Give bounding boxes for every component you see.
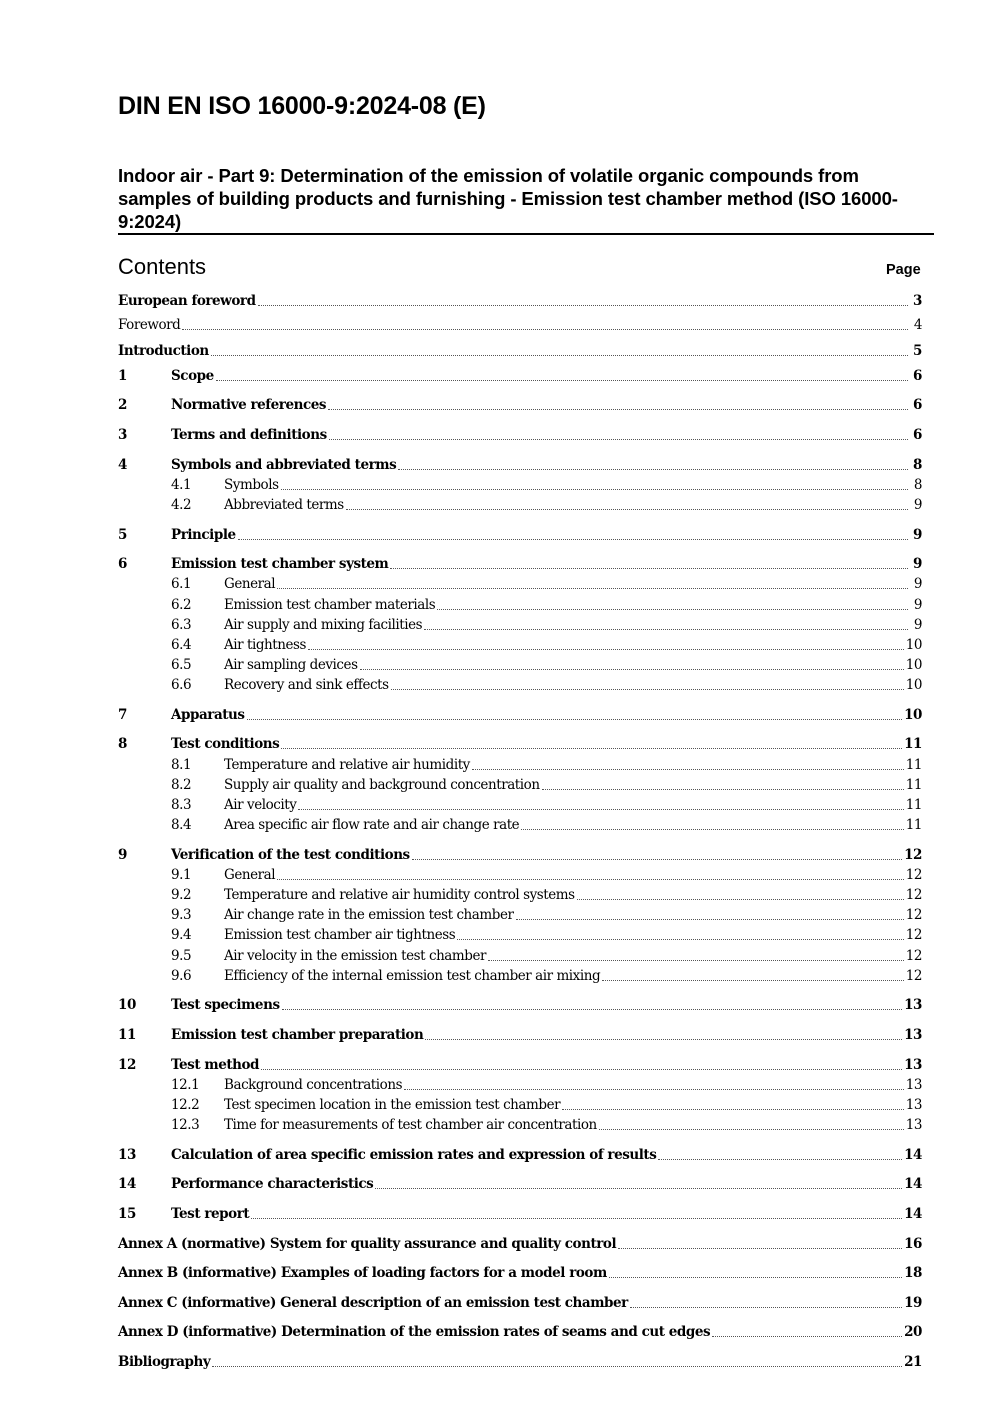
toc-leader-dots — [630, 1307, 902, 1308]
toc-leader-dots — [281, 489, 908, 490]
toc-leader-dots — [424, 629, 908, 630]
toc-entry-page: 8 — [913, 477, 922, 493]
toc-entry-page: 19 — [904, 1295, 922, 1311]
toc-entry-title: Symbols and abbreviated terms — [171, 457, 397, 473]
toc-entry-page: 13 — [904, 1027, 922, 1043]
toc-entry-page: 11 — [904, 736, 922, 752]
toc-entry-title: Air tightness — [224, 637, 307, 653]
toc-entry-title: Test method — [171, 1057, 260, 1073]
toc-entry[interactable] — [118, 775, 922, 795]
toc-entry-title: Test conditions — [171, 736, 280, 752]
toc-entry-number: 13 — [118, 1147, 136, 1163]
toc-entry-number: 9.4 — [171, 927, 192, 943]
toc-entry[interactable] — [118, 525, 922, 545]
toc-entry[interactable] — [118, 865, 922, 885]
toc-entry-page: 10 — [905, 677, 922, 693]
toc-entry-number: 4.2 — [171, 497, 192, 513]
toc-entry-title: Air supply and mixing facilities — [224, 617, 423, 633]
toc-entry[interactable] — [118, 495, 922, 515]
toc-entry-title: Temperature and relative air humidity — [224, 757, 470, 773]
toc-entry-page: 6 — [913, 427, 922, 443]
toc-entry-page: 10 — [905, 637, 922, 653]
toc-entry-page: 12 — [905, 867, 922, 883]
title-divider — [118, 233, 934, 235]
toc-entry-number: 8.2 — [171, 777, 192, 793]
toc-entry[interactable] — [118, 905, 922, 925]
toc-entry-number: 6.1 — [171, 576, 192, 592]
toc-entry[interactable] — [118, 755, 922, 775]
document-title: Indoor air - Part 9: Determination of the emission of volatile organic compounds from samples of building products and furnishing - Emission test chamber method (ISO 16000-9:2024) — [118, 165, 898, 232]
toc-entry-number: 6 — [118, 556, 127, 572]
toc-entry-title: European foreword — [118, 293, 256, 309]
toc-entry-title: Normative references — [171, 397, 327, 413]
toc-entry-title: Area specific air flow rate and air change rate — [224, 817, 520, 833]
toc-entry-number: 4.1 — [171, 477, 192, 493]
toc-entry[interactable] — [118, 1234, 922, 1254]
toc-entry-number: 14 — [118, 1176, 136, 1192]
toc-entry-page: 14 — [904, 1147, 922, 1163]
toc-entry[interactable] — [118, 1055, 922, 1075]
toc-leader-dots — [360, 669, 904, 670]
toc-entry-page: 12 — [905, 887, 922, 903]
toc-entry-number: 5 — [118, 527, 127, 543]
toc-entry-number: 6.2 — [171, 597, 192, 613]
toc-entry[interactable] — [118, 635, 922, 655]
toc-entry[interactable] — [118, 341, 922, 361]
toc-entry[interactable] — [118, 946, 922, 966]
toc-leader-dots — [282, 1009, 903, 1010]
toc-leader-dots — [251, 1218, 902, 1219]
toc-leader-dots — [599, 1129, 904, 1130]
toc-entry-page: 20 — [904, 1324, 922, 1340]
toc-entry[interactable] — [118, 1145, 922, 1165]
toc-entry-title: Recovery and sink effects — [224, 677, 389, 693]
toc-entry[interactable] — [118, 845, 922, 865]
toc-entry-title: Test specimen location in the emission test chamber — [224, 1097, 561, 1113]
toc-entry-title: Principle — [171, 527, 236, 543]
toc-entry-page: 12 — [905, 968, 922, 984]
toc-entry-number: 8 — [118, 736, 127, 752]
toc-entry-title: Emission test chamber preparation — [171, 1027, 424, 1043]
toc-entry[interactable] — [118, 1352, 922, 1372]
toc-entry-page: 16 — [904, 1236, 922, 1252]
toc-entry-title: Annex B (informative) Examples of loading factors for a model room — [118, 1265, 607, 1281]
toc-leader-dots — [658, 1159, 902, 1160]
toc-entry-page: 12 — [905, 948, 922, 964]
toc-entry[interactable] — [118, 455, 922, 475]
toc-entry-number: 6.5 — [171, 657, 192, 673]
toc-entry-page: 12 — [905, 927, 922, 943]
toc-leader-dots — [712, 1336, 902, 1337]
toc-leader-dots — [437, 609, 908, 610]
toc-entry[interactable] — [118, 425, 922, 445]
toc-entry-title: Emission test chamber system — [171, 556, 389, 572]
toc-entry-title: Symbols — [224, 477, 279, 493]
toc-entry-number: 7 — [118, 707, 127, 723]
toc-entry[interactable] — [118, 734, 922, 754]
toc-entry-number: 1 — [118, 368, 127, 384]
toc-entry[interactable] — [118, 815, 922, 835]
toc-entry[interactable] — [118, 1174, 922, 1194]
toc-entry-page: 13 — [904, 1057, 922, 1073]
toc-entry-number: 10 — [118, 997, 136, 1013]
toc-entry[interactable] — [118, 1293, 922, 1313]
toc-entry-title: Bibliography — [118, 1354, 211, 1370]
toc-leader-dots — [404, 1089, 904, 1090]
toc-entry-number: 12.1 — [171, 1077, 200, 1093]
toc-leader-dots — [516, 919, 904, 920]
toc-entry-title: Introduction — [118, 343, 209, 359]
toc-leader-dots — [308, 649, 904, 650]
toc-entry[interactable] — [118, 795, 922, 815]
toc-leader-dots — [346, 509, 908, 510]
toc-entry-page: 4 — [913, 317, 922, 333]
toc-leader-dots — [398, 469, 908, 470]
toc-entry-title: Calculation of area specific emission rates and expression of results — [171, 1147, 657, 1163]
toc-leader-dots — [258, 305, 908, 306]
toc-leader-dots — [182, 329, 908, 330]
toc-entry-page: 6 — [913, 397, 922, 413]
page-column-heading: Page — [886, 262, 921, 278]
toc-entry-number: 12 — [118, 1057, 136, 1073]
toc-entry[interactable] — [118, 1095, 922, 1115]
toc-entry-page: 8 — [913, 457, 922, 473]
toc-leader-dots — [391, 689, 904, 690]
toc-entry-page: 11 — [905, 817, 922, 833]
toc-entry-number: 8.4 — [171, 817, 192, 833]
toc-entry-title: Verification of the test conditions — [171, 847, 410, 863]
toc-entry[interactable] — [118, 574, 922, 594]
toc-entry-title: Air velocity in the emission test chamber — [224, 948, 486, 964]
toc-leader-dots — [328, 409, 908, 410]
toc-leader-dots — [472, 769, 904, 770]
toc-entry-page: 13 — [904, 997, 922, 1013]
toc-entry-title: Emission test chamber materials — [224, 597, 436, 613]
toc-entry-title: Abbreviated terms — [224, 497, 344, 513]
toc-leader-dots — [277, 879, 904, 880]
toc-entry-title: Annex D (informative) Determination of the emission rates of seams and cut edges — [118, 1324, 711, 1340]
toc-leader-dots — [277, 588, 908, 589]
toc-entry-title: Test report — [171, 1206, 250, 1222]
toc-leader-dots — [298, 809, 903, 810]
toc-entry-page: 13 — [905, 1097, 922, 1113]
toc-entry-number: 6.4 — [171, 637, 192, 653]
toc-entry-page: 12 — [904, 847, 922, 863]
toc-entry-page: 21 — [904, 1354, 922, 1370]
toc-entry[interactable] — [118, 395, 922, 415]
toc-entry[interactable] — [118, 1075, 922, 1095]
toc-entry[interactable] — [118, 655, 922, 675]
toc-entry-number: 9.1 — [171, 867, 192, 883]
toc-entry-page: 9 — [913, 617, 922, 633]
toc-entry-number: 6.6 — [171, 677, 192, 693]
toc-entry-number: 12.3 — [171, 1117, 200, 1133]
toc-entry-number: 15 — [118, 1206, 136, 1222]
toc-entry-page: 6 — [913, 368, 922, 384]
toc-entry[interactable] — [118, 1115, 922, 1135]
toc-entry-page: 9 — [913, 576, 922, 592]
toc-entry-number: 3 — [118, 427, 127, 443]
toc-entry[interactable] — [118, 615, 922, 635]
toc-entry-title: Apparatus — [171, 707, 245, 723]
toc-entry-number: 9.3 — [171, 907, 192, 923]
toc-entry[interactable] — [118, 554, 922, 574]
toc-entry-title: Efficiency of the internal emission test chamber air mixing — [224, 968, 601, 984]
toc-entry-title: Temperature and relative air humidity control systems — [224, 887, 575, 903]
toc-entry[interactable] — [118, 925, 922, 945]
toc-entry-page: 13 — [905, 1077, 922, 1093]
toc-entry[interactable] — [118, 595, 922, 615]
toc-entry-title: General — [224, 867, 276, 883]
toc-entry-title: Foreword — [118, 317, 181, 333]
toc-entry[interactable] — [118, 1263, 922, 1283]
toc-leader-dots — [562, 1109, 904, 1110]
toc-leader-dots — [609, 1277, 902, 1278]
toc-entry-page: 3 — [913, 293, 922, 309]
toc-entry-page: 9 — [913, 527, 922, 543]
toc-entry-number: 2 — [118, 397, 127, 413]
toc-entry-number: 9 — [118, 847, 127, 863]
toc-entry-title: Emission test chamber air tightness — [224, 927, 456, 943]
toc-entry[interactable] — [118, 966, 922, 986]
toc-entry-number: 8.3 — [171, 797, 192, 813]
toc-entry-title: Test specimens — [171, 997, 280, 1013]
toc-leader-dots — [211, 355, 908, 356]
toc-entry-page: 12 — [905, 907, 922, 923]
toc-leader-dots — [425, 1039, 902, 1040]
toc-entry-page: 14 — [904, 1206, 922, 1222]
toc-entry-title: Annex C (informative) General description of an emission test chamber — [118, 1295, 628, 1311]
toc-leader-dots — [521, 829, 904, 830]
toc-leader-dots — [261, 1069, 902, 1070]
toc-entry-number: 12.2 — [171, 1097, 200, 1113]
toc-entry-title: Performance characteristics — [171, 1176, 374, 1192]
toc-leader-dots — [457, 939, 904, 940]
toc-leader-dots — [375, 1188, 902, 1189]
toc-entry-title: Air change rate in the emission test chamber — [224, 907, 514, 923]
toc-entry-title: Background concentrations — [224, 1077, 403, 1093]
toc-entry[interactable] — [118, 995, 922, 1015]
toc-entry[interactable] — [118, 291, 922, 311]
toc-entry-number: 6.3 — [171, 617, 192, 633]
toc-leader-dots — [329, 439, 908, 440]
toc-entry[interactable] — [118, 366, 922, 386]
toc-entry-page: 13 — [905, 1117, 922, 1133]
toc-entry-title: Scope — [171, 368, 214, 384]
document-id: DIN EN ISO 16000-9:2024-08 (E) — [118, 92, 486, 120]
toc-entry-page: 11 — [905, 757, 922, 773]
toc-entry-title: Supply air quality and background concentration — [224, 777, 540, 793]
toc-leader-dots — [216, 380, 908, 381]
toc-entry-title: Annex A (normative) System for quality assurance and quality control — [118, 1236, 617, 1252]
toc-entry-page: 5 — [913, 343, 922, 359]
toc-entry-number: 9.5 — [171, 948, 192, 964]
toc-leader-dots — [212, 1366, 902, 1367]
contents-heading: Contents — [118, 254, 207, 279]
toc-entry[interactable] — [118, 1322, 922, 1342]
toc-entry-page: 9 — [913, 556, 922, 572]
toc-entry[interactable] — [118, 1204, 922, 1224]
toc-entry-page: 9 — [913, 497, 922, 513]
toc-entry[interactable] — [118, 1025, 922, 1045]
toc-leader-dots — [412, 859, 902, 860]
toc-entry-number: 8.1 — [171, 757, 192, 773]
toc-entry-number: 11 — [118, 1027, 136, 1043]
toc-entry-number: 9.2 — [171, 887, 192, 903]
toc-entry-number: 9.6 — [171, 968, 192, 984]
toc-entry-page: 11 — [905, 797, 922, 813]
toc-entry-title: General — [224, 576, 276, 592]
toc-leader-dots — [618, 1248, 902, 1249]
toc-leader-dots — [542, 789, 904, 790]
toc-entry-page: 14 — [904, 1176, 922, 1192]
toc-entry-page: 9 — [913, 597, 922, 613]
toc-entry[interactable] — [118, 885, 922, 905]
toc-leader-dots — [390, 568, 908, 569]
toc-entry[interactable] — [118, 675, 922, 695]
toc-entry-page: 18 — [904, 1265, 922, 1281]
toc-entry[interactable] — [118, 705, 922, 725]
toc-leader-dots — [247, 719, 903, 720]
toc-entry-title: Time for measurements of test chamber air concentration — [224, 1117, 597, 1133]
toc-entry-number: 4 — [118, 457, 127, 473]
toc-entry[interactable] — [118, 315, 922, 335]
toc-leader-dots — [602, 980, 904, 981]
toc-entry-page: 11 — [905, 777, 922, 793]
toc-leader-dots — [488, 960, 904, 961]
toc-leader-dots — [238, 539, 908, 540]
toc-entry-title: Air sampling devices — [224, 657, 358, 673]
toc-entry-page: 10 — [904, 707, 922, 723]
toc-leader-dots — [577, 899, 904, 900]
toc-entry[interactable] — [118, 475, 922, 495]
toc-entry-title: Terms and definitions — [171, 427, 327, 443]
toc-leader-dots — [281, 748, 902, 749]
toc-entry-title: Air velocity — [224, 797, 297, 813]
toc-entry-page: 10 — [905, 657, 922, 673]
